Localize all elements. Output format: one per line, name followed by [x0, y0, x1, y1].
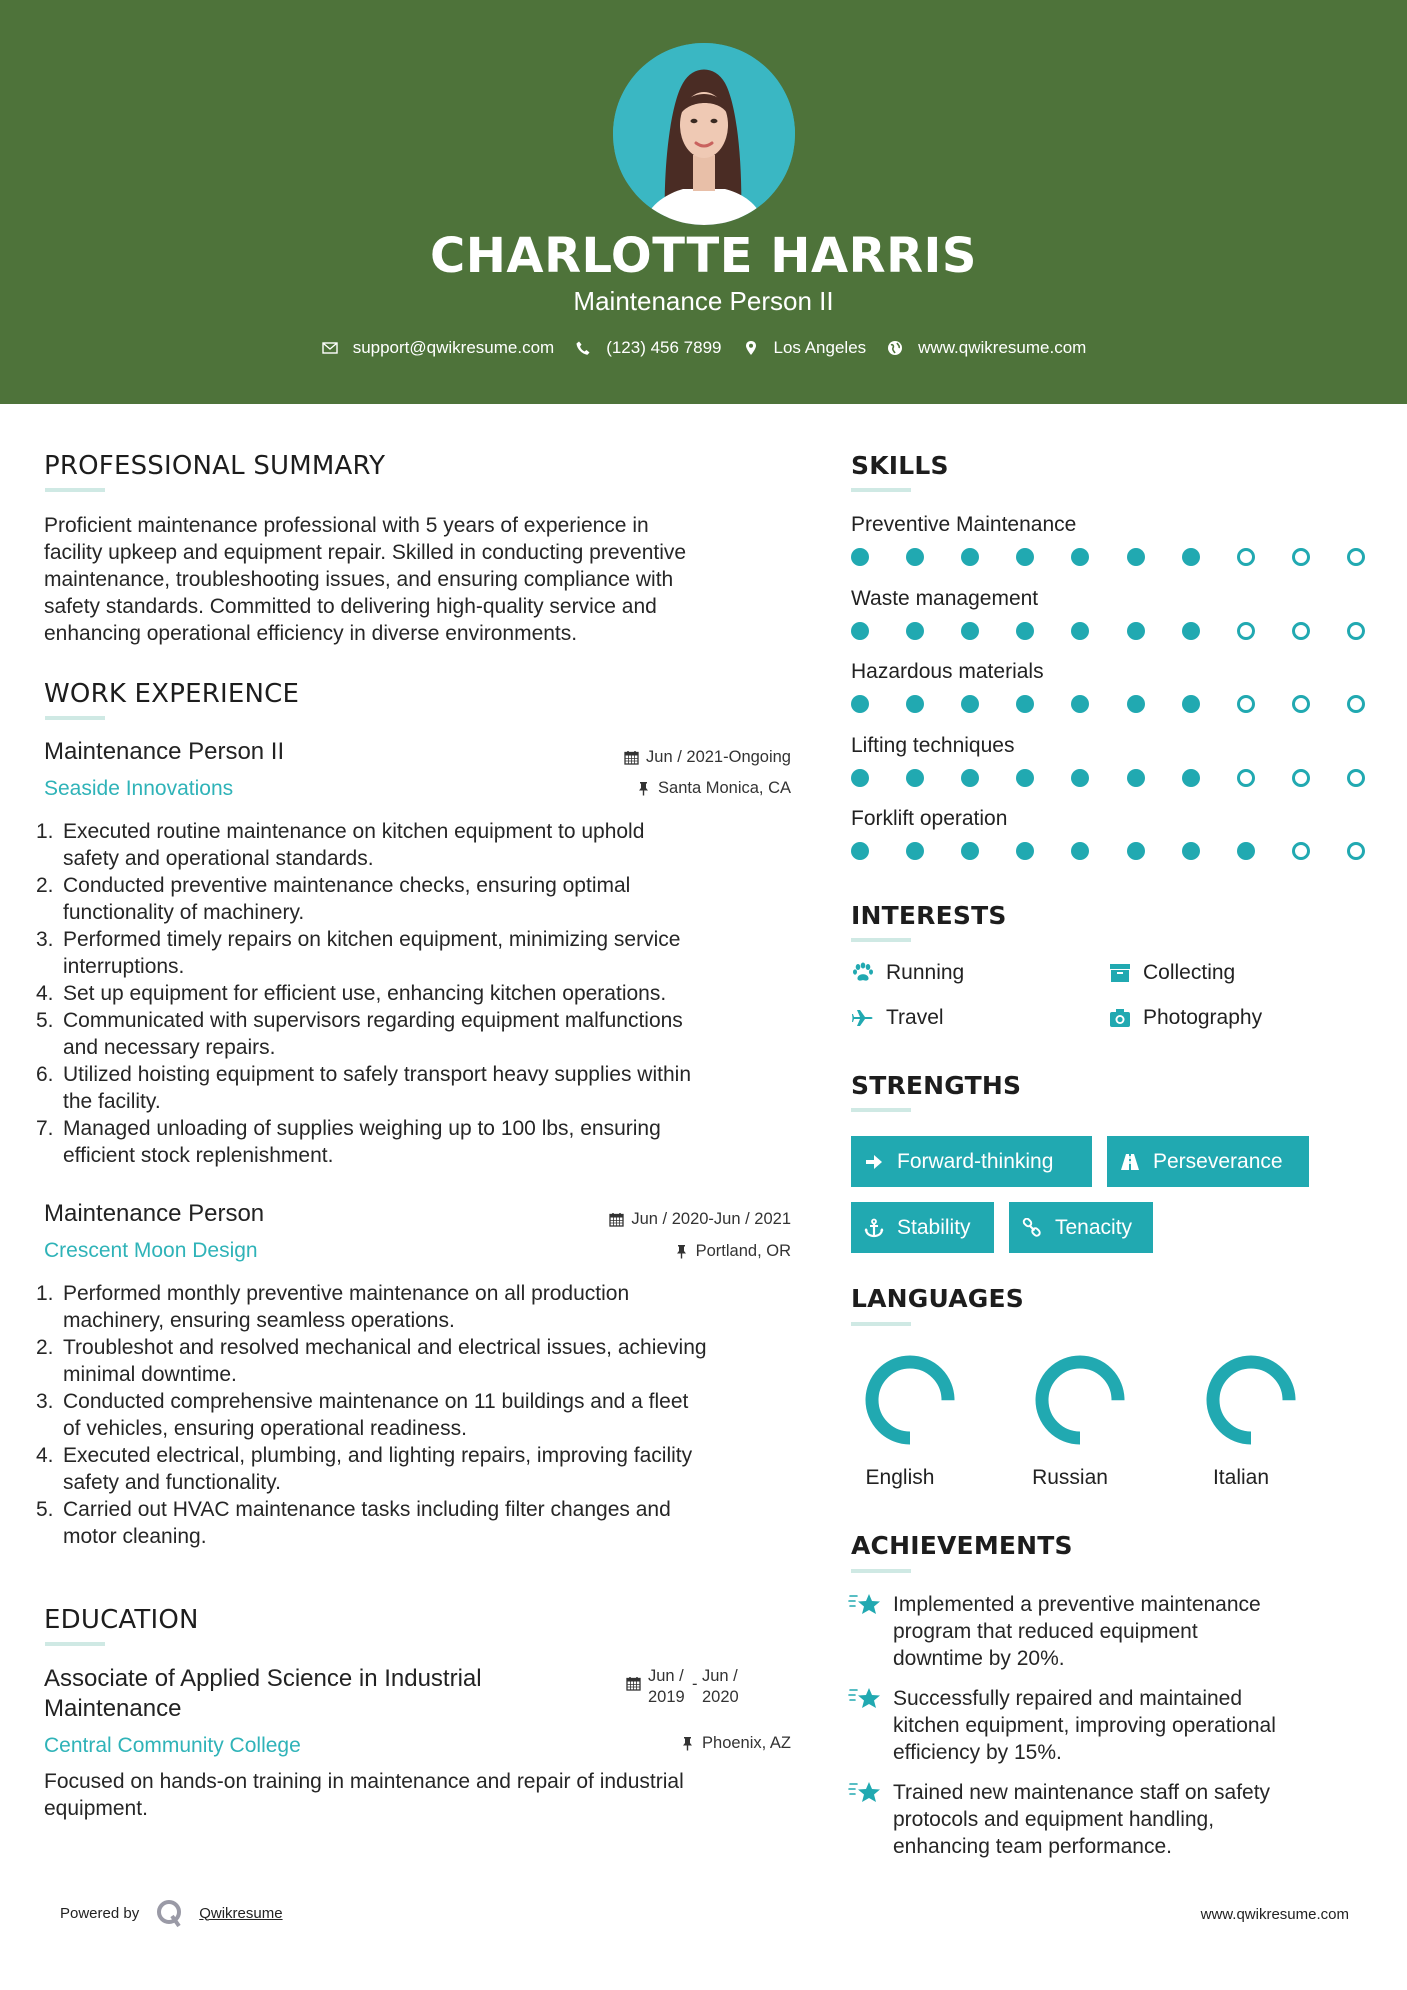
contact-email[interactable]: [321, 336, 555, 360]
section-title-education: EDUCATION: [44, 1605, 199, 1635]
contact-bar: [0, 336, 1407, 360]
section-underline: [851, 1569, 911, 1573]
skill-rating: [851, 621, 1371, 641]
globe-icon: [886, 339, 904, 357]
section-title-summary: PROFESSIONAL SUMMARY: [44, 451, 386, 481]
rating-dot-empty: [1237, 548, 1255, 566]
bullet-item: 7. Managed unloading of supplies weighing up to 100 lbs, ensuring efficient stock replenishment.: [36, 1117, 661, 1167]
interest-item: Running: [851, 960, 964, 986]
rating-dot-filled: [906, 548, 924, 566]
job-date: [609, 1208, 791, 1230]
education-location-text: Phoenix, AZ: [702, 1734, 791, 1752]
job-date-text: Jun / 2020-Jun / 2021: [631, 1210, 791, 1228]
section-underline: [851, 1322, 911, 1326]
bullet-item: 3. Conducted comprehensive maintenance on 11 buildings and a fleet of vehicles, ensuring operational readiness.: [36, 1390, 689, 1440]
rating-dot-empty: [1347, 622, 1365, 640]
degree-title: Associate of Applied Science in Industrial Maintenance: [44, 1665, 482, 1722]
section-underline: [45, 716, 105, 720]
rating-dot-empty: [1237, 769, 1255, 787]
strength-badge: Stability: [851, 1202, 994, 1253]
language-ring: [850, 1350, 970, 1450]
interest-item: Collecting: [1108, 960, 1235, 986]
contact-website-text: www.qwikresume.com: [918, 338, 1087, 357]
skill-name: Hazardous materials: [851, 660, 1044, 683]
rating-dot-empty: [1292, 622, 1310, 640]
rating-dot-filled: [1182, 695, 1200, 713]
profile-photo-image: [613, 43, 795, 225]
section-title-achievements: ACHIEVEMENTS: [851, 1531, 1073, 1560]
bullet-item: 1. Performed monthly preventive maintenance on all production machinery, ensuring seamless operations.: [36, 1282, 630, 1332]
job-title: Maintenance Person: [44, 1200, 265, 1227]
paw-icon: [851, 961, 875, 985]
skill-rating: [851, 547, 1371, 567]
rating-dot-filled: [906, 842, 924, 860]
rating-dot-filled: [1071, 769, 1089, 787]
contact-phone[interactable]: [574, 336, 721, 360]
rating-dot-filled: [1127, 622, 1145, 640]
language-ring: [1020, 1350, 1140, 1450]
candidate-role: Maintenance Person II: [573, 286, 834, 316]
rating-dot-filled: [961, 622, 979, 640]
section-title-skills: SKILLS: [851, 451, 949, 480]
bullet-item: 2. Conducted preventive maintenance checks, ensuring optimal functionality of machinery.: [36, 874, 631, 924]
powered-by-label: Powered by: [60, 1904, 140, 1922]
section-underline: [851, 488, 911, 492]
section-underline: [45, 1642, 105, 1646]
rating-dot-filled: [851, 695, 869, 713]
rating-dot-filled: [906, 622, 924, 640]
summary-line: Proficient maintenance professional with 5 years of experience in: [44, 514, 649, 537]
star-icon: [848, 1685, 882, 1715]
rating-dot-filled: [1237, 842, 1255, 860]
star-icon: [848, 1591, 882, 1621]
calendar-icon: [626, 1676, 641, 1691]
interest-item: Photography: [1108, 1005, 1262, 1031]
rating-dot-empty: [1237, 622, 1255, 640]
rating-dot-filled: [1127, 695, 1145, 713]
rating-dot-empty: [1292, 548, 1310, 566]
language-label: Italian: [1212, 1466, 1270, 1489]
rating-dot-empty: [1237, 695, 1255, 713]
progress-ring-icon: [1201, 1350, 1301, 1450]
section-underline: [45, 488, 105, 492]
interest-item: Travel: [851, 1005, 944, 1031]
contact-phone-text: (123) 456 7899: [606, 338, 722, 357]
contact-website[interactable]: [886, 336, 1086, 360]
section-underline: [851, 938, 911, 942]
rating-dot-filled: [1016, 622, 1034, 640]
bullet-item: 4. Set up equipment for efficient use, enhancing kitchen operations.: [36, 982, 667, 1005]
job-location: [674, 1240, 791, 1262]
job-location: [636, 777, 791, 799]
summary-line: facility upkeep and equipment repair. Skilled in conducting preventive: [44, 541, 687, 564]
rating-dot-filled: [1127, 769, 1145, 787]
section-title-interests: INTERESTS: [851, 901, 1007, 930]
section-title-strengths: STRENGTHS: [851, 1071, 1022, 1100]
job-location-text: Portland, OR: [695, 1242, 791, 1260]
qwikresume-link[interactable]: Qwikresume: [199, 1904, 283, 1922]
rating-dot-filled: [961, 695, 979, 713]
map-marker-icon: [742, 339, 760, 357]
rating-dot-empty: [1347, 548, 1365, 566]
achievement-item: Implemented a preventive maintenance program that reduced equipment downtime by 20%.: [848, 1591, 1261, 1672]
summary-line: maintenance, troubleshooting issues, and ensuring compliance with: [44, 568, 674, 591]
archive-box-icon: [1108, 961, 1132, 985]
footer-website[interactable]: www.qwikresume.com: [1200, 1906, 1349, 1923]
rating-dot-filled: [851, 622, 869, 640]
rating-dot-filled: [851, 769, 869, 787]
summary-text: [44, 512, 804, 647]
pushpin-icon: [680, 1736, 695, 1751]
strength-badge: Tenacity: [1009, 1202, 1153, 1253]
rating-dot-filled: [906, 695, 924, 713]
rating-dot-filled: [961, 769, 979, 787]
rating-dot-filled: [1071, 842, 1089, 860]
job-bullets: [36, 818, 816, 1169]
skill-name: Lifting techniques: [851, 733, 1015, 757]
rating-dot-filled: [961, 548, 979, 566]
skill-rating: [851, 841, 1371, 861]
progress-ring-icon: [860, 1350, 960, 1450]
phone-icon: [574, 339, 592, 357]
rating-dot-empty: [1292, 842, 1310, 860]
language-ring: [1191, 1350, 1311, 1450]
language-label: English: [865, 1466, 935, 1489]
rating-dot-empty: [1347, 769, 1365, 787]
skill-name: Preventive Maintenance: [851, 513, 1077, 536]
arrow-right-icon: [863, 1151, 885, 1173]
contact-location-text: Los Angeles: [773, 338, 867, 357]
achievement-item: Trained new maintenance staff on safety protocols and equipment handling, enhancing team performance.: [848, 1779, 1270, 1860]
qwikresume-logo-icon: [155, 1898, 185, 1928]
job-location-text: Santa Monica, CA: [658, 779, 791, 797]
skill-rating: [851, 694, 1371, 714]
candidate-name: CHARLOTTE HARRIS: [430, 228, 977, 284]
resume-header: [0, 0, 1407, 404]
rating-dot-filled: [1182, 548, 1200, 566]
camera-icon: [1108, 1006, 1132, 1030]
rating-dot-filled: [1016, 695, 1034, 713]
calendar-icon: [624, 750, 639, 765]
education-description: Focused on hands-on training in maintenance and repair of industrial equipment.: [44, 1770, 684, 1820]
bullet-item: 3. Performed timely repairs on kitchen equipment, minimizing service interruptions.: [36, 928, 681, 978]
rating-dot-filled: [851, 548, 869, 566]
skill-name: Forklift operation: [851, 807, 1008, 830]
rating-dot-filled: [1071, 622, 1089, 640]
rating-dot-filled: [1071, 695, 1089, 713]
powered-by: [60, 1898, 283, 1928]
date-separator: -: [692, 1675, 698, 1693]
star-icon: [848, 1779, 882, 1809]
rating-dot-filled: [1016, 842, 1034, 860]
bullet-item: 1. Executed routine maintenance on kitchen equipment to uphold safety and operational standards.: [36, 820, 645, 870]
language-label: Russian: [1032, 1466, 1108, 1489]
job-date-text: Jun / 2021-Ongoing: [646, 748, 791, 766]
rating-dot-filled: [1127, 842, 1145, 860]
bullet-item: 4. Executed electrical, plumbing, and lighting repairs, improving facility safety and functionality.: [36, 1444, 693, 1494]
rating-dot-filled: [1127, 548, 1145, 566]
plane-icon: [851, 1006, 875, 1030]
education-location: [680, 1732, 791, 1754]
rating-dot-filled: [961, 842, 979, 860]
envelope-icon: [321, 339, 339, 357]
contact-email-text: support@qwikresume.com: [352, 338, 555, 357]
pushpin-icon: [636, 781, 651, 796]
job-bullets: [36, 1280, 816, 1550]
education-end-date: Jun / 2020: [702, 1667, 739, 1706]
rating-dot-filled: [1182, 769, 1200, 787]
company-name: Seaside Innovations: [44, 777, 234, 800]
contact-location: [742, 336, 867, 360]
skill-rating: [851, 768, 1371, 788]
bullet-item: 6. Utilized hoisting equipment to safely transport heavy supplies within the facility.: [36, 1063, 692, 1113]
bullet-item: 5. Communicated with supervisors regarding equipment malfunctions and necessary repairs.: [36, 1009, 683, 1059]
anchor-icon: [863, 1217, 885, 1239]
rating-dot-filled: [851, 842, 869, 860]
rating-dot-empty: [1292, 769, 1310, 787]
bullet-item: 2. Troubleshot and resolved mechanical and electrical issues, achieving minimal downtime.: [36, 1336, 707, 1386]
rating-dot-filled: [906, 769, 924, 787]
rating-dot-filled: [1071, 548, 1089, 566]
strength-badge: Forward-thinking: [851, 1136, 1092, 1187]
school-name: Central Community College: [44, 1734, 301, 1757]
summary-line: enhancing operational efficiency in diverse environments.: [44, 622, 578, 645]
job-title: Maintenance Person II: [44, 738, 285, 765]
rating-dot-empty: [1347, 842, 1365, 860]
summary-line: safety standards. Committed to delivering high-quality service and: [44, 595, 657, 618]
rating-dot-filled: [1016, 769, 1034, 787]
rating-dot-filled: [1182, 622, 1200, 640]
rating-dot-filled: [1182, 842, 1200, 860]
rating-dot-empty: [1292, 695, 1310, 713]
chain-link-icon: [1021, 1217, 1043, 1239]
bullet-item: 5. Carried out HVAC maintenance tasks including filter changes and motor cleaning.: [36, 1498, 671, 1548]
road-icon: [1119, 1151, 1141, 1173]
company-name: Crescent Moon Design: [44, 1239, 258, 1262]
profile-photo: [613, 43, 795, 225]
section-title-languages: LANGUAGES: [851, 1284, 1025, 1313]
rating-dot-filled: [1016, 548, 1034, 566]
education-start-date: Jun / 2019: [648, 1667, 685, 1706]
strength-badge: Perseverance: [1107, 1136, 1309, 1187]
achievement-item: Successfully repaired and maintained kitchen equipment, improving operational efficiency by 15%.: [848, 1685, 1276, 1766]
progress-ring-icon: [1030, 1350, 1130, 1450]
pushpin-icon: [674, 1244, 689, 1259]
rating-dot-empty: [1347, 695, 1365, 713]
section-title-experience: WORK EXPERIENCE: [44, 679, 300, 709]
section-underline: [851, 1108, 911, 1112]
calendar-icon: [609, 1212, 624, 1227]
education-dates: [626, 1666, 746, 1708]
job-date: [624, 746, 791, 768]
skill-name: Waste management: [851, 586, 1039, 610]
